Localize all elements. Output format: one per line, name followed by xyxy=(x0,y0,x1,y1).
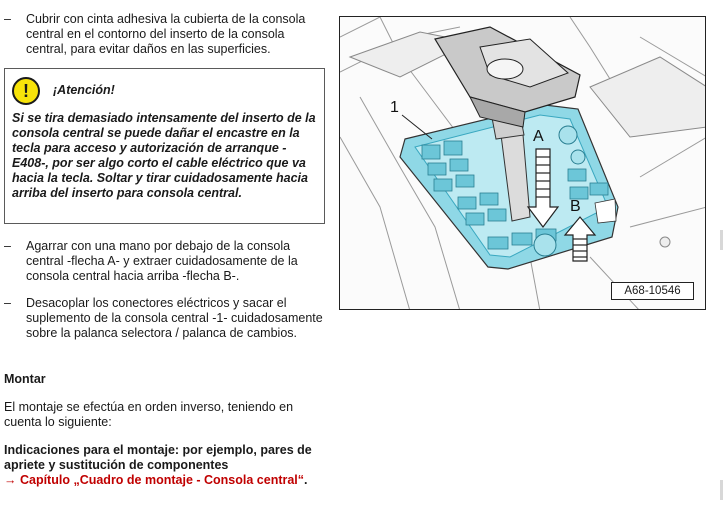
step-text: Agarrar con una mano por debajo de la consola central -flecha A- y extraer cuidadosamente de la consola central hacia arriba -flecha B-. xyxy=(26,239,298,283)
figure-label-b: B xyxy=(570,198,581,215)
warning-title: ¡Atención! xyxy=(53,83,115,97)
montar-note-text: Indicaciones para el montaje: por ejemplo, pares de apriete y sustitución de componentes xyxy=(4,443,312,472)
section-heading-montar: Montar xyxy=(4,372,46,386)
warning-box xyxy=(4,68,325,224)
step-dash: – xyxy=(4,296,11,310)
step-disconnect xyxy=(4,296,326,341)
montar-note xyxy=(4,443,326,488)
step-dash: – xyxy=(4,12,11,26)
montar-text: El montaje se efectúa en orden inverso, teniendo en cuenta lo siguiente: xyxy=(4,400,294,429)
chapter-link[interactable]: → Capítulo „Cuadro de montaje - Consola central“ xyxy=(4,473,305,487)
figure-id: A68-10546 xyxy=(611,282,694,300)
warning-icon: ! xyxy=(12,77,40,105)
figure-label-a: A xyxy=(533,128,544,145)
link-end: . xyxy=(304,473,308,487)
warning-text: Si se tira demasiado intensamente del inserto de la consola central se puede dañar el encastre en la tecla para acceso y autorización de arranque -E408-, por ser algo corto el cable eléctrico que va hacia la tecla. Soltar y tirar cuidadosamente hacia arriba del inserto para consola central. xyxy=(12,111,316,200)
console-figure xyxy=(339,16,706,310)
scrollbar-mark xyxy=(720,230,723,250)
console-drawing xyxy=(340,17,706,310)
step-cover-console xyxy=(4,12,326,57)
scrollbar-mark xyxy=(720,480,723,500)
step-pull-console xyxy=(4,239,326,284)
step-text: Desacoplar los conectores eléctricos y sacar el suplemento de la consola central -1- cuidadosamente sobre la palanca selectora / palanca de cambios. xyxy=(26,296,323,340)
figure-label-1: 1 xyxy=(390,99,399,116)
step-dash: – xyxy=(4,239,11,253)
step-text: Cubrir con cinta adhesiva la cubierta de la consola central en el contorno del inserto de la consola central, para evitar daños en las superficies. xyxy=(26,12,306,56)
